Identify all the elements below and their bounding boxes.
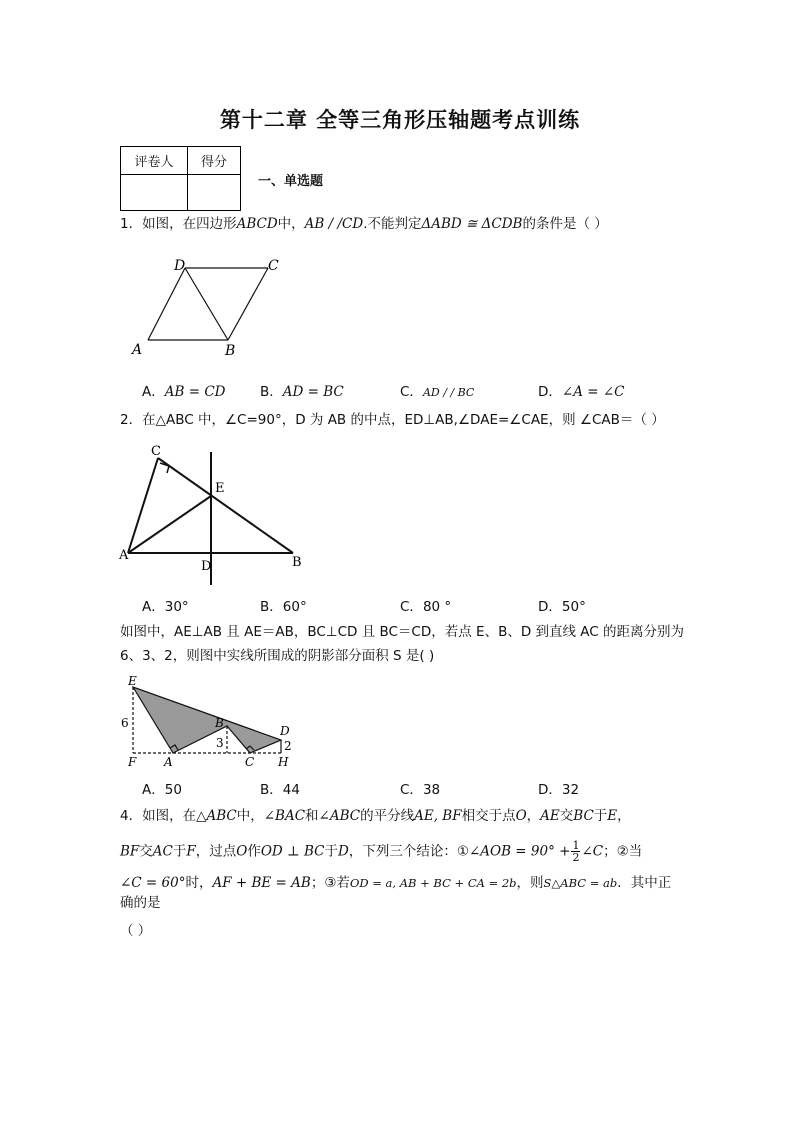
grader-header: 评卷人 [121, 147, 188, 175]
grader-cell[interactable] [121, 175, 188, 211]
segment-ae [128, 496, 211, 553]
label-b: B [225, 343, 236, 359]
question-1-text: 1．如图，在四边形ABCD中，AB / /CD.不能判定ΔABD ≅ ΔCDB的条件是（ ） [120, 216, 608, 232]
label-d: D [280, 724, 290, 738]
q2-option-c[interactable]: C．80 ° [400, 599, 452, 615]
q2-option-d[interactable]: D．50° [538, 599, 586, 615]
label-b: B [215, 716, 224, 730]
page-title: 第十二章 全等三角形压轴题考点训练 [219, 108, 581, 132]
q1-option-c[interactable]: C．AD / / BC [400, 384, 475, 400]
q3-option-a[interactable]: A．50 [142, 782, 182, 798]
label-a: A [119, 548, 129, 563]
score-cell[interactable] [188, 175, 241, 211]
figure-3-shaded [118, 672, 308, 770]
label-e: E [128, 674, 137, 688]
label-distance-2: 2 [284, 739, 292, 753]
question-2-text: 2．在△ABC 中，∠C=90°，D 为 AB 的中点，ED⊥AB,∠DAE=∠CAE，则 ∠CAB＝（ ） [120, 412, 665, 428]
label-distance-6: 6 [121, 716, 129, 730]
label-a: A [164, 755, 173, 769]
q2-option-a[interactable]: A．30° [142, 599, 189, 615]
label-h: H [278, 755, 289, 769]
fraction-one-half: $\frac{1}{2}$ [572, 839, 580, 864]
segment-bc [228, 268, 268, 340]
q1-option-a[interactable]: A．AB = CD [142, 384, 226, 400]
label-f: F [128, 755, 137, 769]
segment-cb [158, 458, 293, 553]
q3-option-c[interactable]: C．38 [400, 782, 441, 798]
label-c: C [151, 444, 161, 459]
score-header: 得分 [188, 147, 241, 175]
label-c: C [245, 755, 255, 769]
segment-ad [148, 268, 185, 340]
label-a: A [132, 342, 143, 358]
figure-2-triangle [118, 440, 308, 590]
segment-db [185, 268, 228, 340]
shaded-region [133, 687, 281, 753]
question-3-text: 如图中，AE⊥AB 且 AE＝AB，BC⊥CD 且 BC＝CD，若点 E、B、D 到直线 AC 的距离分别为 6、3、2，则图中实线所围成的阴影部分面积 S 是( ) [120, 624, 685, 664]
figure-1-parallelogram [128, 252, 298, 360]
label-c: C [268, 258, 279, 274]
q3-option-b[interactable]: B．44 [260, 782, 300, 798]
score-table [120, 146, 241, 211]
q1-option-b[interactable]: B．AD = BC [260, 384, 344, 400]
q1-option-d[interactable]: D．∠A = ∠C [538, 384, 625, 400]
segment-ac [128, 458, 158, 553]
label-b: B [292, 555, 302, 570]
section-heading: 一、单选题 [258, 174, 324, 189]
label-e: E [215, 481, 225, 496]
label-distance-3: 3 [216, 736, 224, 750]
label-d: D [174, 258, 186, 274]
label-d: D [201, 559, 212, 574]
question-4-text: 4．如图，在△ABC中，∠BAC和∠ABC的平分线AE, BF相交于点O，AE交BC于E， BF交AC于F，过点O作OD ⊥ BC于D，下列三个结论：①∠AOB = 90° + $\frac{1}{2}$ ∠C；②当 ∠C = 60°时，AF + BE = AB；③若OD = a, AB + BC + CA = 2b，则S△ABC = ab．其中正确的是 （ ） [120, 808, 672, 939]
q2-option-b[interactable]: B．60° [260, 599, 307, 615]
q3-option-d[interactable]: D．32 [538, 782, 580, 798]
